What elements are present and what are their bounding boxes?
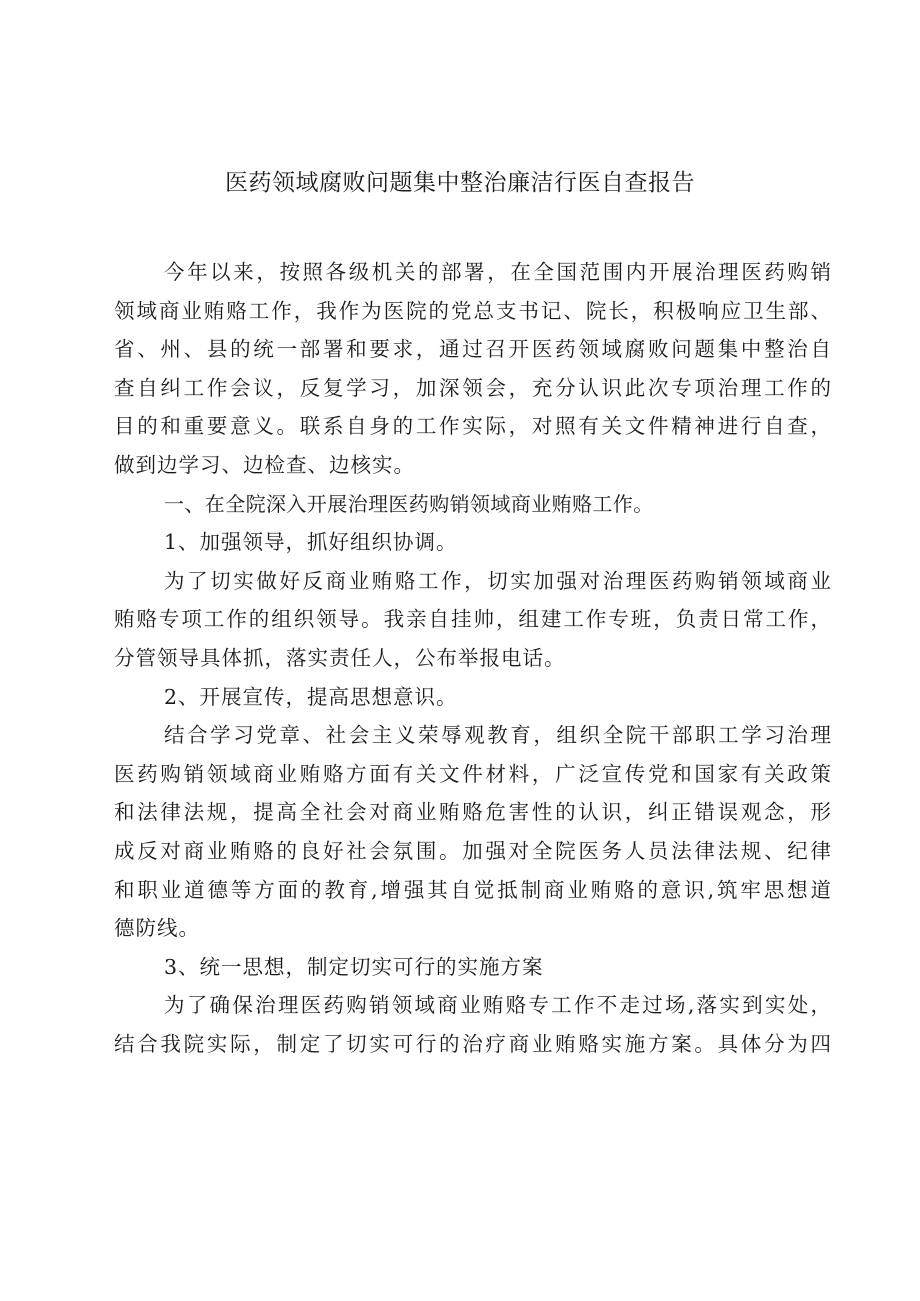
item-body-line: 分管领导具体抓，落实责任人，公布举报电话。	[114, 645, 566, 670]
item-body-line: 结合我院实际，制定了切实可行的治疗商业贿赂实施方案。具体分为四	[114, 1031, 832, 1056]
item-body-line: 结合学习党章、社会主义荣辱观教育，组织全院干部职工学习治理	[164, 723, 832, 748]
document-body	[114, 253, 832, 1063]
section-heading: 一、在全院深入开展治理医药购销领域商业贿赂工作。	[164, 491, 654, 516]
document-title: 医药领域腐败问题集中整治廉洁行医自查报告	[225, 170, 695, 196]
item-body-line: 和职业道德等方面的教育,增强其自觉抵制商业贿赂的意识,筑牢思想道	[114, 877, 832, 902]
item-heading: 2、开展宣传，提高思想意识。	[164, 684, 458, 709]
intro-line: 今年以来，按照各级机关的部署，在全国范围内开展治理医药购销	[164, 260, 832, 284]
item-body-line: 为了切实做好反商业贿赂工作，切实加强对治理医药购销领域商业	[164, 568, 832, 593]
item-body-line: 贿赂专项工作的组织领导。我亲自挂帅，组建工作专班，负责日常工作，	[114, 607, 832, 632]
intro-line: 省、州、县的统一部署和要求，通过召开医药领域腐败问题集中整治自	[114, 337, 832, 362]
item-heading: 3、统一思想，制定切实可行的实施方案	[164, 954, 544, 979]
item-body-line: 德防线。	[114, 916, 200, 941]
intro-line: 目的和重要意义。联系自身的工作实际，对照有关文件精神进行自查，	[114, 414, 832, 439]
item-body-line: 成反对商业贿赂的良好社会氛围。加强对全院医务人员法律法规、纪律	[114, 838, 832, 863]
intro-line: 查自纠工作会议，反复学习，加深领会，充分认识此次专项治理工作的	[114, 375, 832, 400]
item-heading: 1、加强领导，抓好组织协调。	[164, 530, 458, 555]
item-body-line: 医药购销领域商业贿赂方面有关文件材料，广泛宣传党和国家有关政策	[114, 761, 832, 786]
intro-line: 做到边学习、边检查、边核实。	[114, 452, 415, 477]
item-body-line: 为了确保治理医药购销领域商业贿赂专工作不走过场,落实到实处，	[164, 993, 832, 1018]
item-body-line: 和法律法规，提高全社会对商业贿赂危害性的认识，纠正错误观念，形	[114, 800, 832, 825]
intro-line: 领域商业贿赂工作，我作为医院的党总支书记、院长，积极响应卫生部、	[114, 298, 832, 323]
